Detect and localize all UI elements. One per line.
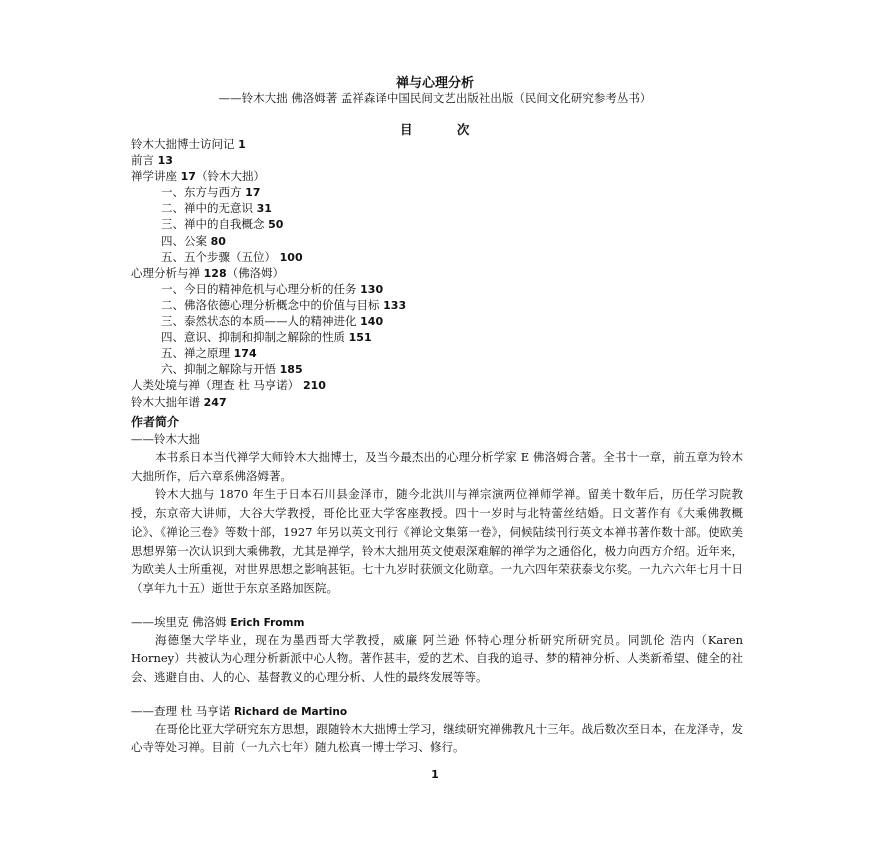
toc-entry-page: 210 [302,379,326,393]
toc-entry [131,152,751,168]
document-title: 禅与心理分析 [395,76,474,91]
toc-entry-label: 禅学讲座 [131,169,177,184]
author-martino [131,703,743,757]
toc-entry [131,297,751,313]
toc-entry [131,136,751,152]
toc-entry-page: 185 [279,363,303,377]
document-subtitle: ——铃木大拙 佛洛姆著 孟祥森译中国民间文艺出版社出版（民间文化研究参考丛书） [218,91,652,105]
toc-entry [131,361,751,377]
toc-entry-label: 三、禅中的自我概念 [161,217,265,232]
author-paragraph: 在哥伦比亚大学研究东方思想，跟随铃木大拙博士学习，继续研究禅佛教凡十三年。战后数次至日本，在龙泽寺，发心寺等处习禅。目前（一九六七年）随九松真一博士学习、修行。 [131,721,743,755]
toc-entry [131,168,751,184]
toc-entry-label: 铃木大拙年谱 [131,394,200,409]
toc-entry-label: 二、禅中的无意识 [161,201,253,216]
toc-entry [131,249,751,265]
author-name: ——埃里克 佛洛姆 [131,614,227,629]
toc-entry-label: 前言 [131,153,154,168]
toc-entry-page: 50 [268,218,284,232]
toc-entry-label: 一、今日的精神危机与心理分析的任务 [161,281,357,296]
toc-entry-page: 151 [348,331,372,345]
toc-entry [131,265,751,281]
toc-heading: 目 次 [400,122,470,137]
author-name: ——查理 杜 马亨诺 [131,703,231,718]
author-suzuki [131,431,743,598]
toc-entry-author: （铃木大拙） [195,169,265,184]
author-introduction [131,414,743,757]
toc-entry-page: 17 [180,170,196,184]
toc-entry-label: 二、佛洛依德心理分析概念中的价值与目标 [161,297,380,312]
toc-entry-page: 13 [157,154,173,168]
toc-entry [131,394,751,410]
page-number: 1 [431,768,439,781]
toc-entry [131,233,751,249]
author-paragraph: 海德堡大学毕业，现在为墨西哥大学教授，威廉 阿兰逊 怀特心理分析研究所研究员。同凯伦 浩内（Karen Horney）共被认为心理分析新派中心人物。著作甚丰，爱的艺术、自我的追寻、梦的精神分析、人类新希望、健全的社会、逃避自由、人的心、基督教义的心理分析、人性的最终发展等等。 [131,632,743,685]
author-name-line [131,703,743,720]
author-paragraph: 本书系日本当代禅学大师铃木大拙博士，及当今最杰出的心理分析学家 E 佛洛姆合著。全书十一章，前五章为铃木大拙所作，后六章系佛洛姆著。 [131,450,743,483]
toc-entry-page: 128 [203,266,227,280]
toc-entry-author: （佛洛姆） [226,265,285,280]
toc-entry [131,281,751,297]
author-paragraph: 铃木大拙与 1870 年生于日本石川县金泽市，随今北洪川与禅宗演两位禅师学禅。留美十数年后，历任学习院教授，东京帝大讲师，大谷大学教授，哥伦比亚大学客座教授。四十一岁时与北特蕾丝结婚。日文著作有《大乘佛教概论》、《禅论三卷》等数十部，1927 年另以英文刊行《禅论文集第一卷》，伺候陆续刊行英文本禅书著作数十部。使欧美思想界第一次认识到大乘佛教，尤其是禅学，铃木大拙用英文使艰深难解的禅学为之通俗化，极力向西方介绍。近年来，为欧美人士所重视，对世界思想之影响甚钜。七十九岁时获颁文化勋章。一九六四年荣获泰戈尔奖。一九六六年七月十日（享年九十五）逝世于东京圣路加医院。 [131,487,743,595]
author-name-line [131,614,743,631]
toc-entry-label: 铃木大拙博士访问记 [131,137,235,151]
table-of-contents [131,136,751,410]
toc-entry [131,184,751,200]
toc-entry-label: 人类处境与禅（理查 杜 马亨诺） [131,378,300,393]
toc-entry-page: 31 [256,202,272,216]
toc-entry-label: 四、公案 [161,233,207,248]
toc-entry-page: 100 [279,250,303,264]
toc-entry-label: 心理分析与禅 [131,265,200,280]
toc-entry [131,216,751,232]
toc-entry-label: 三、泰然状态的本质——人的精神进化 [161,314,357,329]
toc-entry-page: 1 [238,138,246,151]
toc-entry-label: 五、禅之原理 [161,346,230,361]
toc-entry [131,329,751,345]
toc-entry-label: 六、抑制之解除与开悟 [161,362,276,377]
toc-entry-page: 247 [203,395,227,409]
author-name: ——铃木大拙 [131,432,200,446]
author-section-title: 作者简介 [131,415,180,429]
toc-entry-label: 一、东方与西方 [161,185,242,200]
toc-entry-page: 140 [360,315,384,329]
toc-entry [131,200,751,216]
toc-entry-page: 17 [245,186,261,200]
toc-entry-page: 133 [383,298,407,312]
toc-entry-label: 五、五个步骤（五位） [161,249,276,264]
toc-entry [131,345,751,361]
author-latin-name: Richard de Martino [233,705,348,718]
toc-entry-page: 80 [210,234,226,248]
author-latin-name: Erich Fromm [230,616,305,629]
toc-entry-label: 四、意识、抑制和抑制之解除的性质 [161,330,345,345]
toc-entry-page: 174 [233,347,257,361]
toc-entry [131,313,751,329]
toc-entry [131,377,751,393]
spacer [131,687,743,703]
author-fromm [131,614,743,687]
spacer [131,598,743,614]
toc-entry-page: 130 [360,282,384,296]
